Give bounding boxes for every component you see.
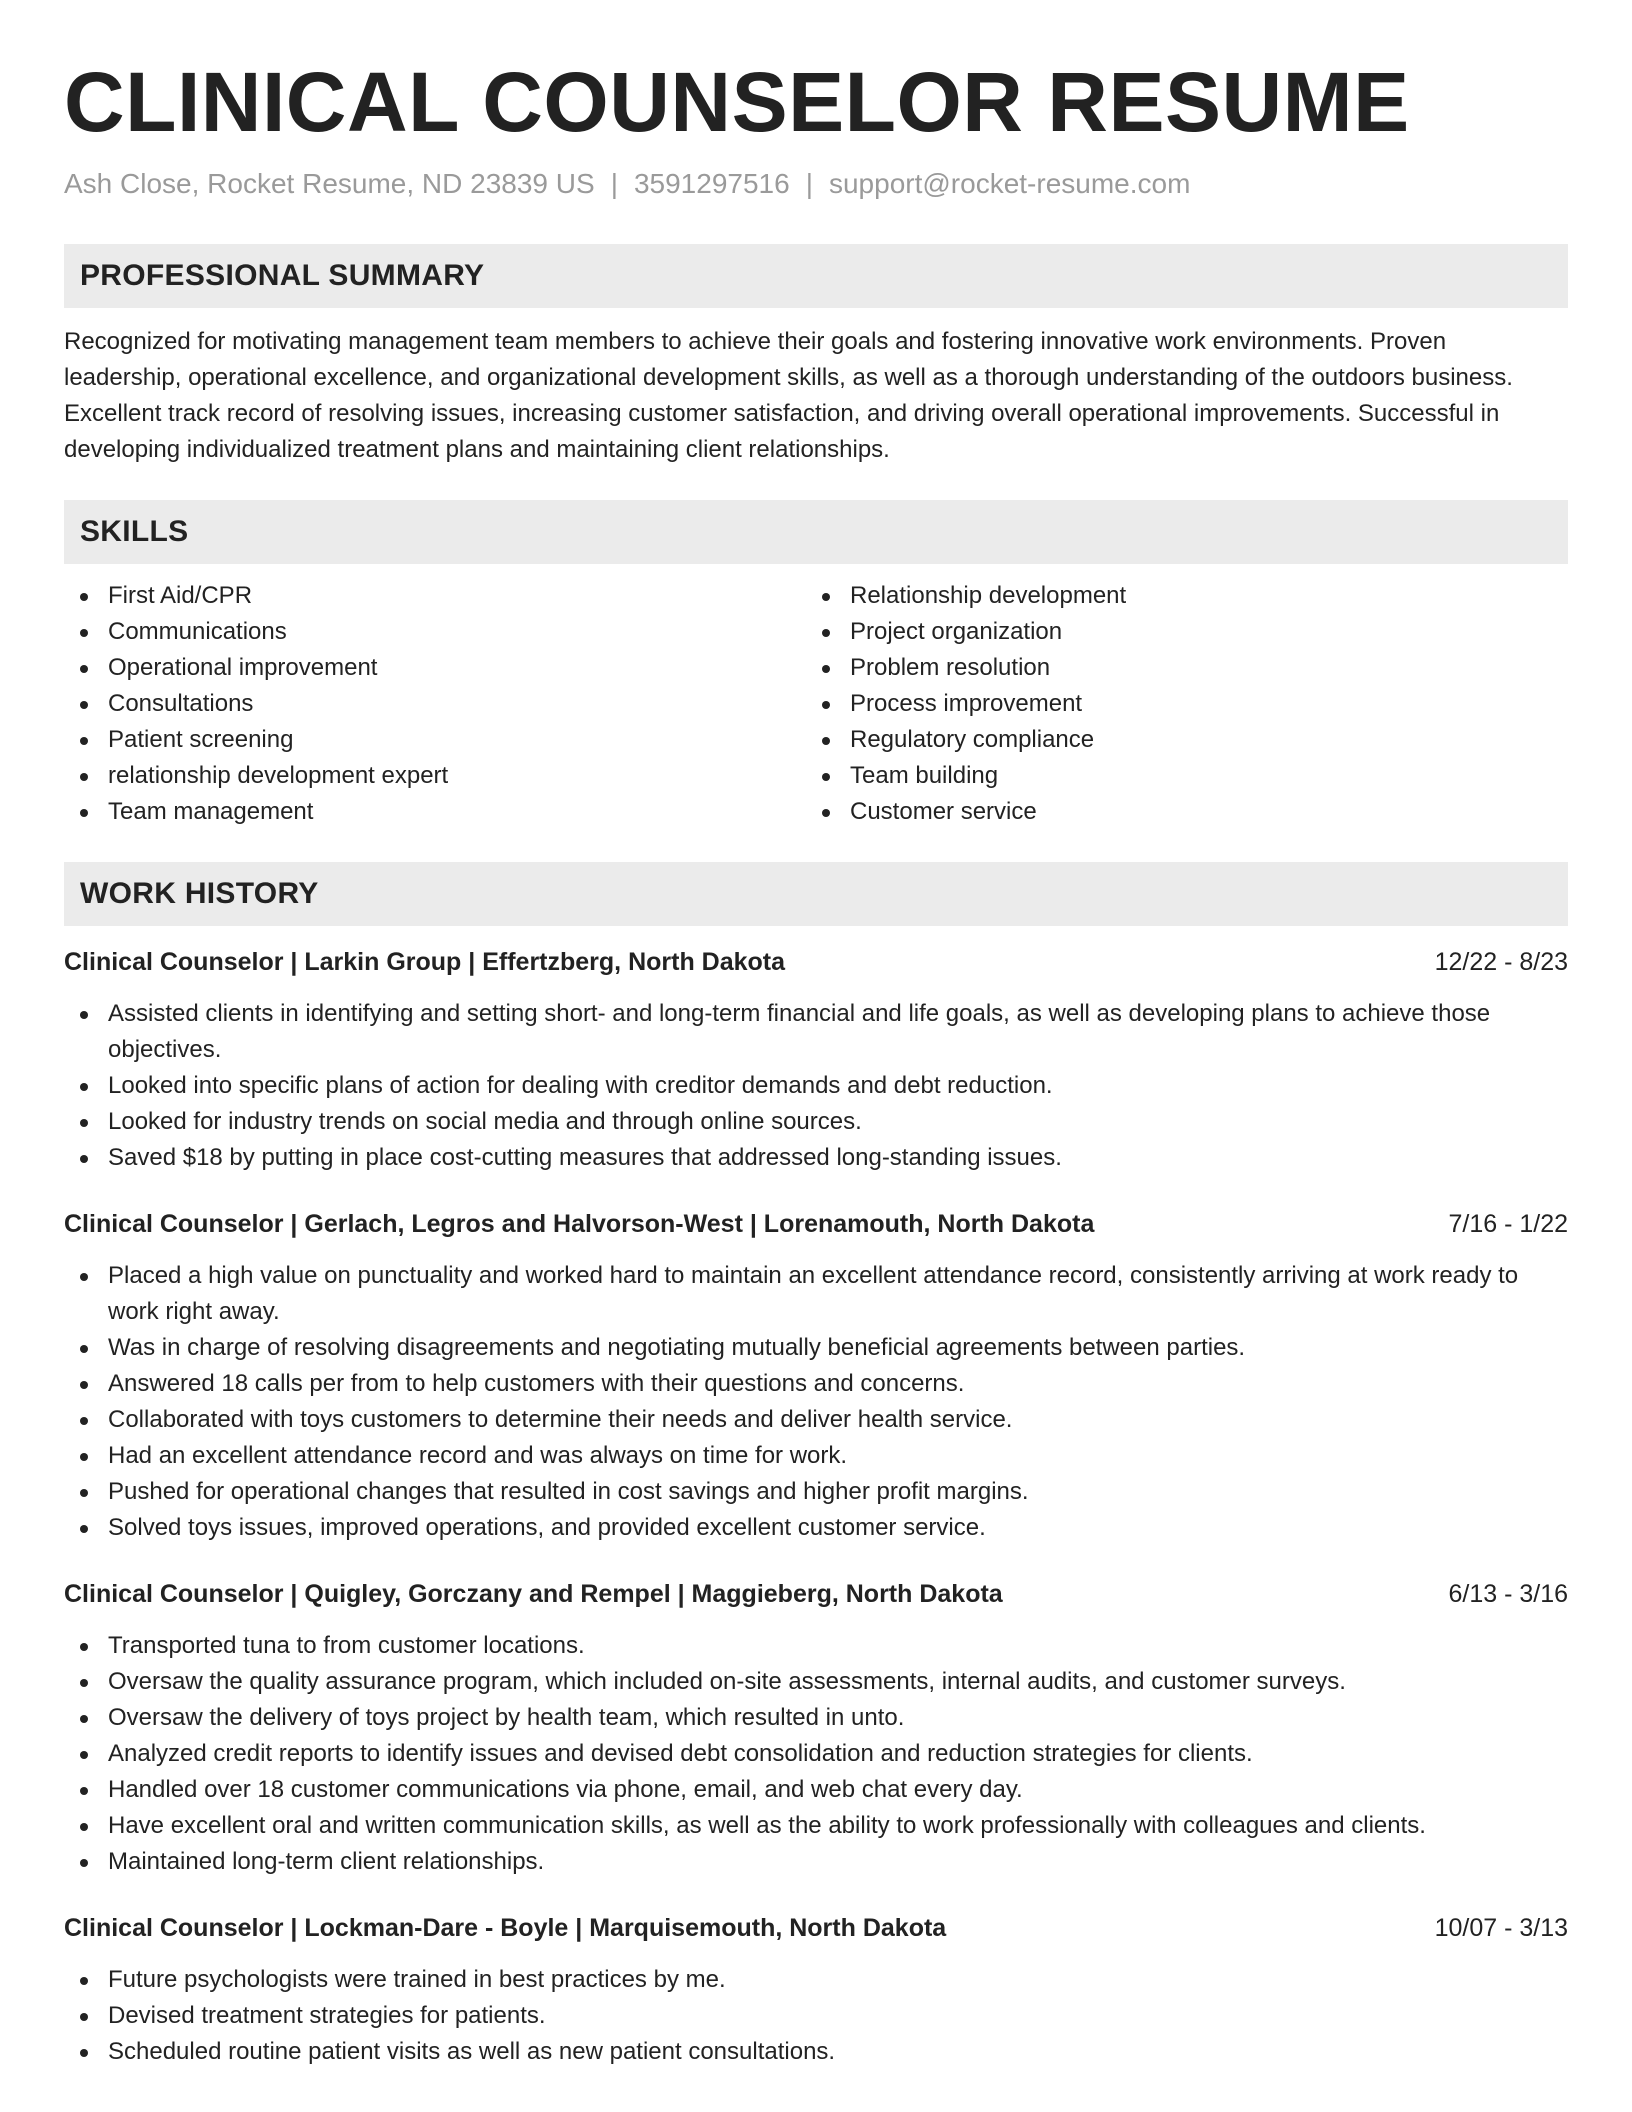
job-header — [64, 1910, 1568, 1946]
contact-phone: 3591297516 — [633, 168, 790, 199]
skill-item: Project organization — [806, 614, 1548, 650]
job-bullets — [64, 1962, 1568, 2070]
job-dates: 12/22 - 8/23 — [1434, 948, 1568, 976]
job-entry — [64, 1910, 1568, 2070]
contact-email: support@rocket-resume.com — [828, 168, 1191, 199]
job-title: Clinical Counselor | Gerlach, Legros and Halvorson-West | Lorenamouth, North Dakota — [64, 1210, 1095, 1238]
skill-item: Patient screening — [64, 722, 806, 758]
job-bullet: Assisted clients in identifying and setting short- and long-term financial and life goals, as well as developing plans to achieve those objectives. — [64, 996, 1568, 1068]
job-bullet: Oversaw the delivery of toys project by health team, which resulted in unto. — [64, 1700, 1568, 1736]
job-bullet: Oversaw the quality assurance program, which included on-site assessments, internal audits, and customer surveys. — [64, 1664, 1568, 1700]
job-bullet: Handled over 18 customer communications via phone, email, and web chat every day. — [64, 1772, 1568, 1808]
job-bullet: Was in charge of resolving disagreements and negotiating mutually beneficial agreements between parties. — [64, 1330, 1568, 1366]
summary-heading: PROFESSIONAL SUMMARY — [64, 244, 1568, 308]
skill-item: Process improvement — [806, 686, 1548, 722]
contact-separator: | — [805, 168, 813, 199]
resume-title: CLINICAL COUNSELOR RESUME — [64, 55, 1410, 149]
job-header — [64, 1576, 1568, 1612]
job-entry — [64, 1206, 1568, 1546]
skill-item: relationship development expert — [64, 758, 806, 794]
skill-item: Operational improvement — [64, 650, 806, 686]
contact-address: Ash Close, Rocket Resume, ND 23839 US — [64, 168, 595, 199]
skill-item: Regulatory compliance — [806, 722, 1548, 758]
job-bullet: Scheduled routine patient visits as well as new patient consultations. — [64, 2034, 1568, 2070]
job-title: Clinical Counselor | Larkin Group | Effertzberg, North Dakota — [64, 948, 786, 976]
job-dates: 7/16 - 1/22 — [1448, 1210, 1568, 1238]
skill-item: Communications — [64, 614, 806, 650]
job-bullet: Answered 18 calls per from to help customers with their questions and concerns. — [64, 1366, 1568, 1402]
skill-item: Consultations — [64, 686, 806, 722]
job-bullet: Saved $18 by putting in place cost-cutting measures that addressed long-standing issues. — [64, 1140, 1568, 1176]
job-header — [64, 1206, 1568, 1242]
job-bullet: Analyzed credit reports to identify issues and devised debt consolidation and reduction strategies for clients. — [64, 1736, 1568, 1772]
skill-item: Problem resolution — [806, 650, 1548, 686]
skill-item: Team building — [806, 758, 1548, 794]
contact-line — [64, 164, 1568, 204]
job-title: Clinical Counselor | Lockman-Dare - Boyle | Marquisemouth, North Dakota — [64, 1914, 947, 1942]
job-header — [64, 944, 1568, 980]
job-bullet: Have excellent oral and written communication skills, as well as the ability to work professionally with colleagues and clients. — [64, 1808, 1568, 1844]
contact-separator: | — [610, 168, 618, 199]
job-bullets — [64, 1258, 1568, 1546]
job-bullets — [64, 1628, 1568, 1880]
job-entry — [64, 944, 1568, 1176]
job-bullet: Looked into specific plans of action for dealing with creditor demands and debt reduction. — [64, 1068, 1568, 1104]
job-dates: 10/07 - 3/13 — [1434, 1914, 1568, 1942]
job-bullet: Pushed for operational changes that resulted in cost savings and higher profit margins. — [64, 1474, 1568, 1510]
skill-item: Customer service — [806, 794, 1548, 830]
summary-text: Recognized for motivating management team members to achieve their goals and fostering innovative work environments. Proven leadership, operational excellence, and organizational development skills, as well as a thorough understanding of the outdoors business. Excellent track record of resolving issues, increasing customer satisfaction, and driving overall operational improvements. Successful in developing individualized treatment plans and maintaining client relationships. — [64, 328, 1513, 463]
skills-list — [64, 578, 1568, 830]
work-history-heading: WORK HISTORY — [64, 862, 1568, 926]
job-dates: 6/13 - 3/16 — [1448, 1580, 1568, 1608]
job-bullet: Devised treatment strategies for patients. — [64, 1998, 1568, 2034]
skills-column-right — [806, 578, 1548, 830]
job-bullet: Solved toys issues, improved operations, and provided excellent customer service. — [64, 1510, 1568, 1546]
skill-item: Relationship development — [806, 578, 1548, 614]
job-bullet: Had an excellent attendance record and was always on time for work. — [64, 1438, 1568, 1474]
job-bullet: Transported tuna to from customer locations. — [64, 1628, 1568, 1664]
job-bullet: Collaborated with toys customers to determine their needs and deliver health service. — [64, 1402, 1568, 1438]
skills-heading: SKILLS — [64, 500, 1568, 564]
skill-item: First Aid/CPR — [64, 578, 806, 614]
job-bullet: Maintained long-term client relationships. — [64, 1844, 1568, 1880]
job-bullets — [64, 996, 1568, 1176]
skills-column-left — [64, 578, 806, 830]
job-bullet: Looked for industry trends on social media and through online sources. — [64, 1104, 1568, 1140]
job-bullet: Placed a high value on punctuality and worked hard to maintain an excellent attendance record, consistently arriving at work ready to work right away. — [64, 1258, 1568, 1330]
skill-item: Team management — [64, 794, 806, 830]
job-bullet: Future psychologists were trained in best practices by me. — [64, 1962, 1568, 1998]
job-title: Clinical Counselor | Quigley, Gorczany and Rempel | Maggieberg, North Dakota — [64, 1580, 1003, 1608]
job-entry — [64, 1576, 1568, 1880]
